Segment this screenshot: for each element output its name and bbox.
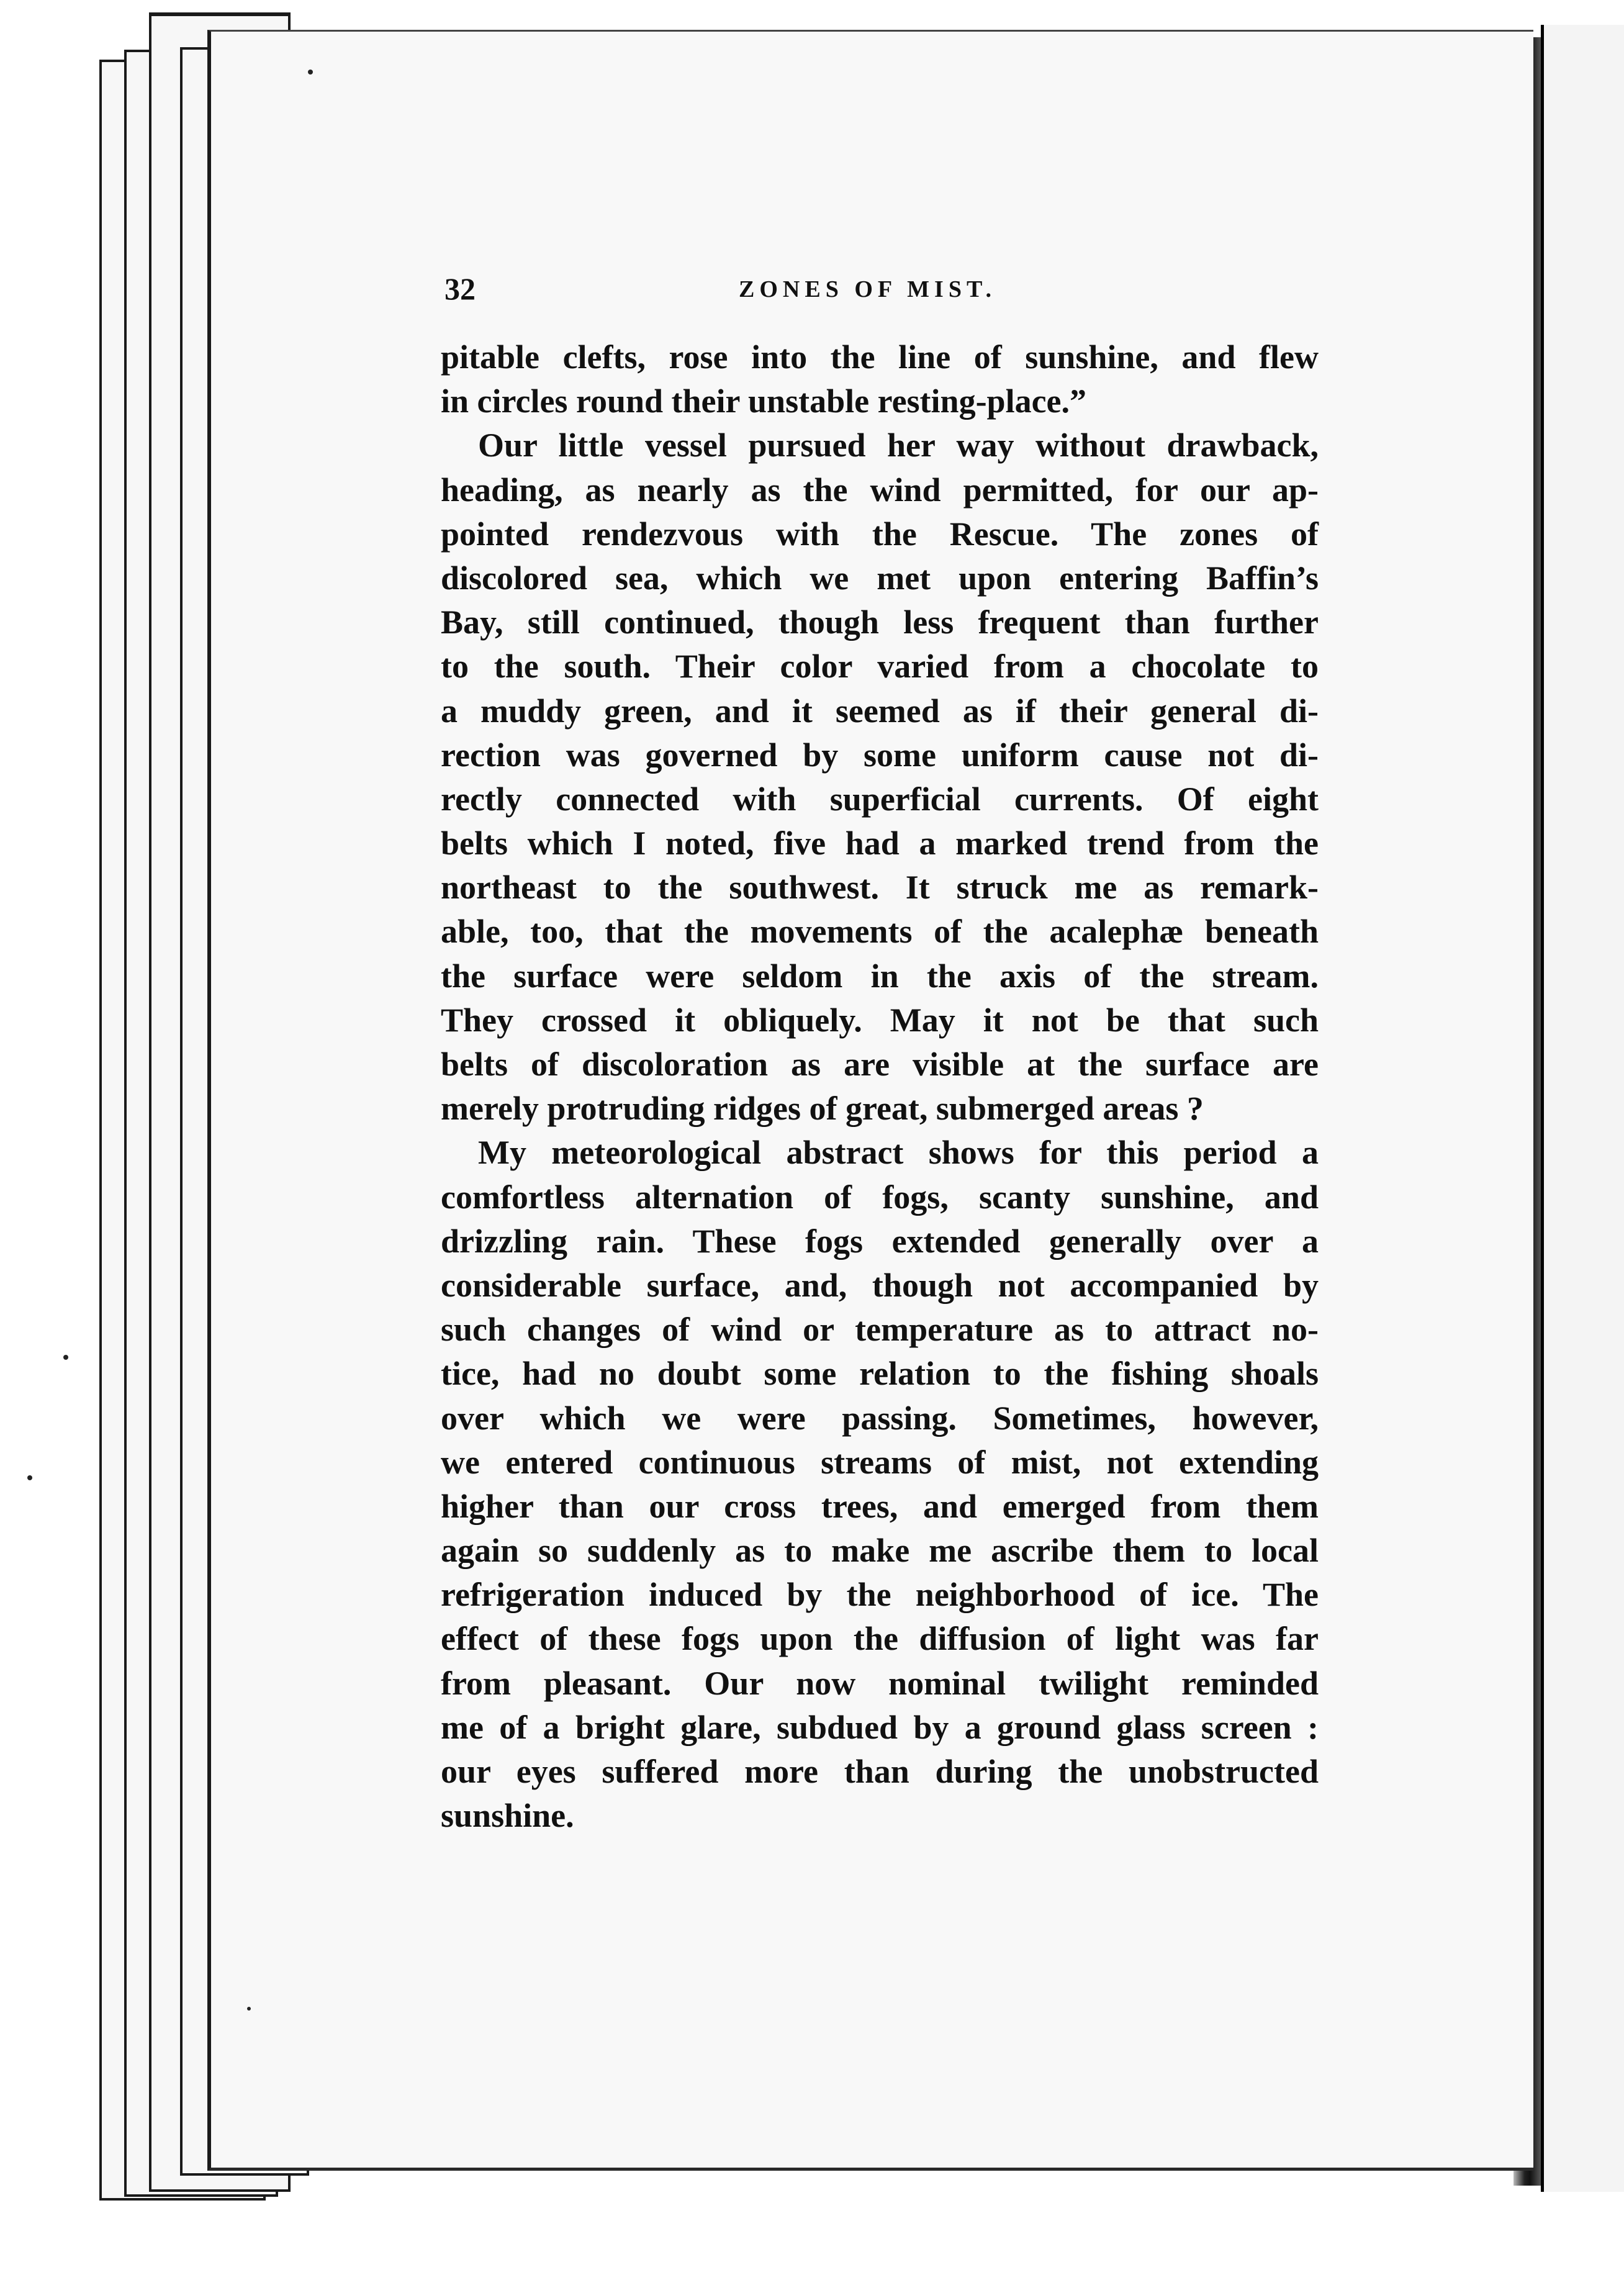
text-line: Bay, still continued, though less frequent than further [441, 604, 1319, 641]
text-line: such changes of wind or temperature as to attract no- [441, 1311, 1319, 1349]
text-line: from pleasant. Our now nominal twilight reminded [441, 1664, 1319, 1702]
running-head-title: ZONES OF MIST. [739, 276, 996, 302]
paragraph [441, 335, 1319, 423]
facing-page-edge [1541, 25, 1624, 2192]
text-line: rectly connected with superficial currents. Of eight [441, 780, 1319, 818]
text-line: discolored sea, which we met upon entering Baffin’s [441, 559, 1319, 597]
text-line: in circles round their unstable resting-place.” [441, 382, 1087, 420]
text-line: My meteorological abstract shows for this period a [478, 1134, 1319, 1172]
text-line: refrigeration induced by the neighborhood of ice. The [441, 1576, 1319, 1614]
text-line: able, too, that the movements of the acalephæ beneath [441, 913, 1319, 951]
paragraph [441, 423, 1319, 1131]
text-line: to the south. Their color varied from a chocolate to [441, 648, 1319, 685]
text-line: belts of discoloration as are visible at the surface are [441, 1046, 1319, 1083]
text-line: Our little vessel pursued her way without drawback, [478, 427, 1319, 464]
text-line: merely protruding ridges of great, submerged areas ? [441, 1090, 1204, 1128]
body-text [441, 335, 1319, 1838]
text-line: heading, as nearly as the wind permitted, for our ap- [441, 471, 1319, 509]
text-line: again so suddenly as to make me ascribe them to local [441, 1532, 1319, 1570]
text-line: drizzling rain. These fogs extended generally over a [441, 1222, 1319, 1260]
text-line: our eyes suffered more than during the unobstructed [441, 1753, 1319, 1790]
text-line: me of a bright glare, subdued by a ground glass screen : [441, 1708, 1319, 1746]
scan-speck [247, 2007, 251, 2011]
scan-speck [308, 70, 313, 75]
text-line: They crossed it obliquely. May it not be that such [441, 1001, 1319, 1039]
text-line: belts which I noted, five had a marked trend from the [441, 825, 1319, 862]
text-line: tice, had no doubt some relation to the fishing shoals [441, 1355, 1319, 1393]
text-line: a muddy green, and it seemed as if their general di- [441, 692, 1319, 730]
text-line: pitable clefts, rose into the line of sunshine, and flew [441, 338, 1319, 376]
running-head [444, 263, 1376, 313]
page-number: 32 [444, 271, 476, 306]
text-line: comfortless alternation of fogs, scanty sunshine, and [441, 1178, 1319, 1216]
text-line: considerable surface, and, though not accompanied by [441, 1266, 1319, 1304]
text-line: higher than our cross trees, and emerged from them [441, 1487, 1319, 1525]
text-line: we entered continuous streams of mist, not extending [441, 1443, 1319, 1481]
scan-speck [63, 1355, 68, 1360]
text-line: pointed rendezvous with the Rescue. The zones of [441, 515, 1319, 553]
text-line: over which we were passing. Sometimes, however, [441, 1399, 1319, 1437]
text-line: effect of these fogs upon the diffusion of light was far [441, 1620, 1319, 1658]
paragraph [441, 1131, 1319, 1838]
text-line: northeast to the southwest. It struck me as remark- [441, 869, 1319, 907]
text-line: sunshine. [441, 1797, 574, 1835]
text-line: the surface were seldom in the axis of the stream. [441, 957, 1319, 995]
scan-speck [27, 1475, 32, 1480]
text-line: rection was governed by some uniform cause not di- [441, 736, 1319, 774]
